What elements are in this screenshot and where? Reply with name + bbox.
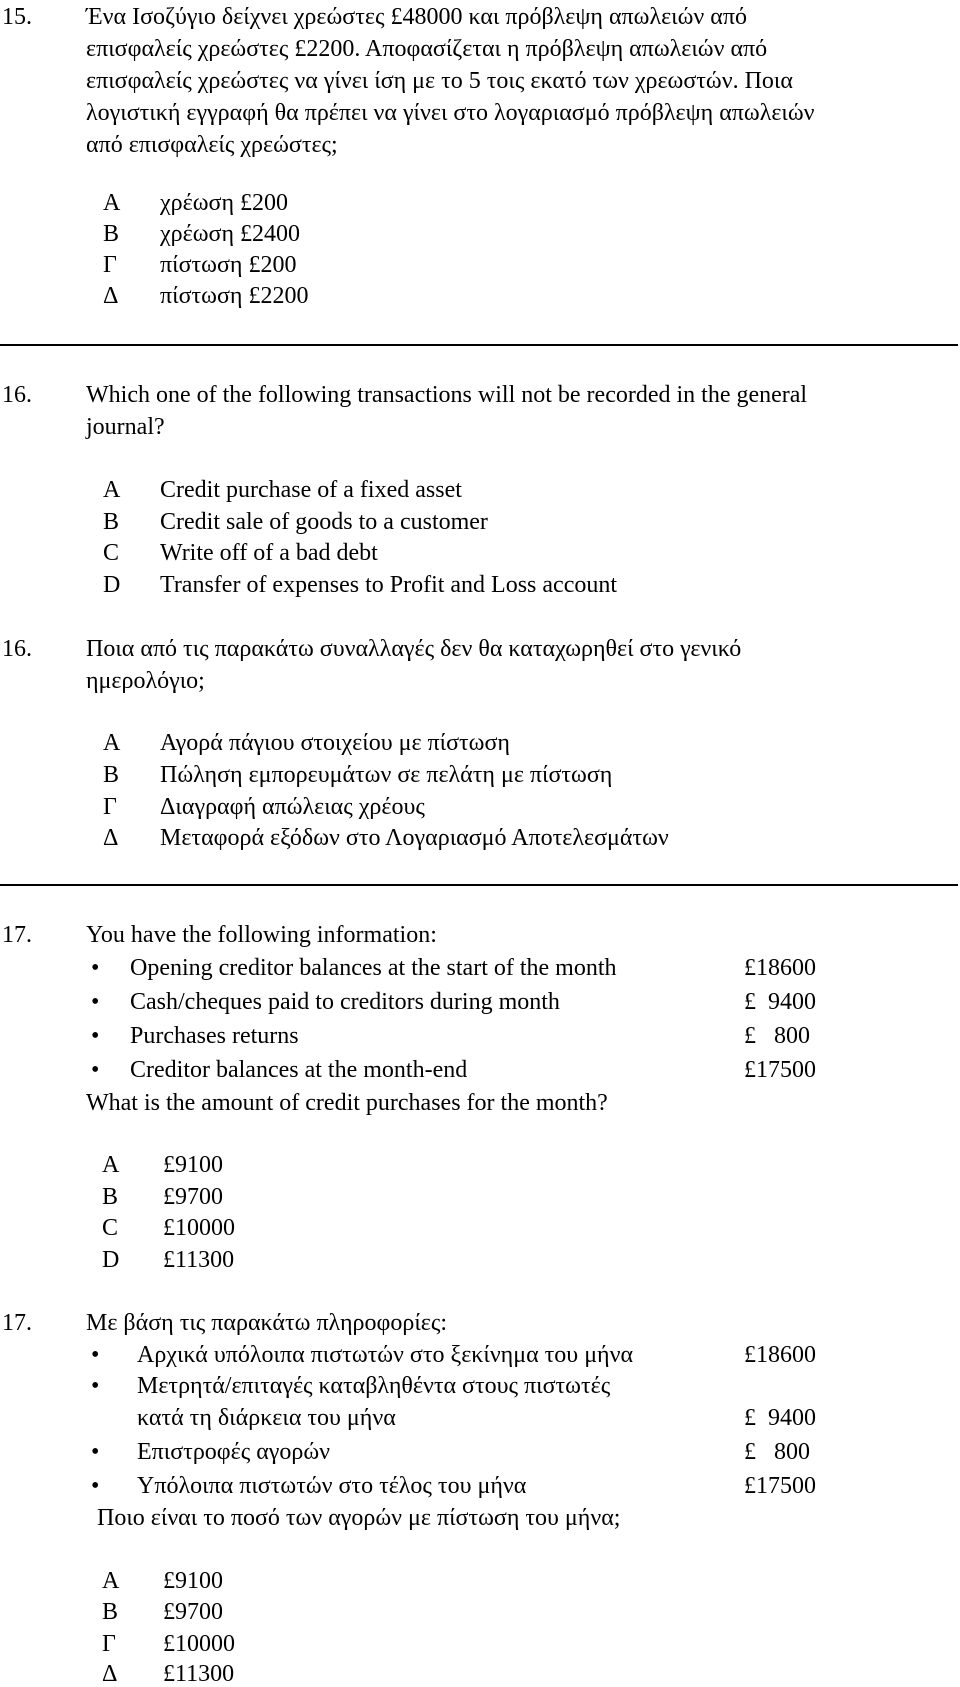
- info-label: Υπόλοιπα πιστωτών στο τέλος του μήνα: [137, 1473, 527, 1499]
- info-label: Μετρητά/επιταγές καταβληθέντα στους πιστωτές: [137, 1373, 611, 1399]
- option-text: £11300: [163, 1247, 235, 1273]
- bullet-icon: •: [91, 1439, 100, 1465]
- info-amount: £ 800: [744, 1439, 810, 1465]
- bullet-icon: •: [91, 1342, 100, 1368]
- info-label-continued: κατά τη διάρκεια του μήνα: [137, 1405, 396, 1431]
- option-letter: C: [102, 1215, 119, 1241]
- info-amount: £18600: [744, 955, 816, 981]
- question-line: επισφαλείς χρεώστες να γίνει ίση με το 5 τοις εκατό των χρεωστών. Ποια: [86, 68, 793, 94]
- question-number: 16.: [2, 636, 32, 662]
- option-letter: B: [103, 509, 120, 535]
- option-letter: C: [103, 540, 120, 566]
- question-line: Ένα Ισοζύγιο δείχνει χρεώστες £48000 και πρόβλεψη απωλειών από: [86, 4, 747, 30]
- option-letter: Δ: [103, 283, 119, 309]
- option-text: £9700: [163, 1184, 223, 1210]
- option-letter: Γ: [102, 1631, 116, 1657]
- option-letter: Β: [102, 1599, 119, 1625]
- option-letter: Δ: [103, 825, 119, 851]
- question-intro: You have the following information:: [86, 922, 437, 948]
- option-letter: Α: [102, 1568, 120, 1594]
- info-amount: £ 9400: [744, 989, 816, 1015]
- option-text: πίστωση £200: [160, 252, 297, 278]
- option-text: £9700: [163, 1599, 223, 1625]
- option-text: χρέωση £200: [160, 190, 288, 216]
- option-letter: D: [102, 1247, 120, 1273]
- option-letter: Α: [103, 190, 121, 216]
- info-label: Επιστροφές αγορών: [137, 1439, 331, 1465]
- info-amount: £ 9400: [744, 1405, 816, 1431]
- question-line: What is the amount of credit purchases for the month?: [86, 1090, 608, 1116]
- option-text: Credit sale of goods to a customer: [160, 509, 488, 535]
- section-divider: [0, 344, 958, 346]
- option-letter: Δ: [102, 1661, 118, 1687]
- bullet-icon: •: [91, 989, 100, 1015]
- info-amount: £17500: [744, 1057, 816, 1083]
- bullet-icon: •: [91, 1057, 100, 1083]
- bullet-icon: •: [91, 955, 100, 981]
- info-label: Αρχικά υπόλοιπα πιστωτών στο ξεκίνημα του μήνα: [137, 1342, 634, 1368]
- question-number: 17.: [2, 1310, 32, 1336]
- option-text: Transfer of expenses to Profit and Loss account: [160, 572, 618, 598]
- question-line: επισφαλείς χρεώστες £2200. Αποφασίζεται η πρόβλεψη απωλειών από: [86, 36, 768, 62]
- option-text: £9100: [163, 1152, 223, 1178]
- info-amount: £18600: [744, 1342, 816, 1368]
- question-line: ημερολόγιο;: [86, 668, 205, 694]
- option-text: £11300: [163, 1661, 235, 1687]
- option-text: Credit purchase of a fixed asset: [160, 477, 462, 503]
- option-text: Διαγραφή απώλειας χρέους: [160, 794, 425, 820]
- option-letter: A: [102, 1152, 120, 1178]
- option-letter: Γ: [103, 794, 117, 820]
- option-letter: Γ: [103, 252, 117, 278]
- option-letter: B: [102, 1184, 119, 1210]
- info-label: Creditor balances at the month-end: [130, 1057, 468, 1083]
- option-text: πίστωση £2200: [160, 283, 309, 309]
- info-amount: £17500: [744, 1473, 816, 1499]
- option-text: χρέωση £2400: [160, 221, 300, 247]
- option-text: £9100: [163, 1568, 223, 1594]
- bullet-icon: •: [91, 1473, 100, 1499]
- question-number: 15.: [2, 4, 32, 30]
- option-letter: Β: [103, 762, 120, 788]
- option-letter: Α: [103, 730, 121, 756]
- question-line: Ποια από τις παρακάτω συναλλαγές δεν θα καταχωρηθεί στο γενικό: [86, 636, 742, 662]
- bullet-icon: •: [91, 1023, 100, 1049]
- option-letter: A: [103, 477, 121, 503]
- option-letter: Β: [103, 221, 120, 247]
- bullet-icon: •: [91, 1373, 100, 1399]
- question-line: από επισφαλείς χρεώστες;: [86, 132, 338, 158]
- question-number: 17.: [2, 922, 32, 948]
- question-line: journal?: [86, 414, 165, 440]
- info-label: Purchases returns: [130, 1023, 299, 1049]
- question-number: 16.: [2, 382, 32, 408]
- option-text: Write off of a bad debt: [160, 540, 378, 566]
- info-label: Cash/cheques paid to creditors during month: [130, 989, 560, 1015]
- option-text: Μεταφορά εξόδων στο Λογαριασμό Αποτελεσμάτων: [160, 825, 669, 851]
- question-line: Which one of the following transactions will not be recorded in the general: [86, 382, 808, 408]
- option-text: £10000: [163, 1631, 235, 1657]
- section-divider: [0, 884, 958, 886]
- option-text: Πώληση εμπορευμάτων σε πελάτη με πίστωση: [160, 762, 613, 788]
- question-line: Ποιο είναι το ποσό των αγορών με πίστωση του μήνα;: [97, 1505, 621, 1531]
- option-text: Αγορά πάγιου στοιχείου με πίστωση: [160, 730, 510, 756]
- info-amount: £ 800: [744, 1023, 810, 1049]
- question-intro: Με βάση τις παρακάτω πληροφορίες:: [86, 1310, 448, 1336]
- question-line: λογιστική εγγραφή θα πρέπει να γίνει στο λογαριασμό πρόβλεψη απωλειών: [86, 100, 815, 126]
- option-letter: D: [103, 572, 121, 598]
- option-text: £10000: [163, 1215, 235, 1241]
- info-label: Opening creditor balances at the start of the month: [130, 955, 617, 981]
